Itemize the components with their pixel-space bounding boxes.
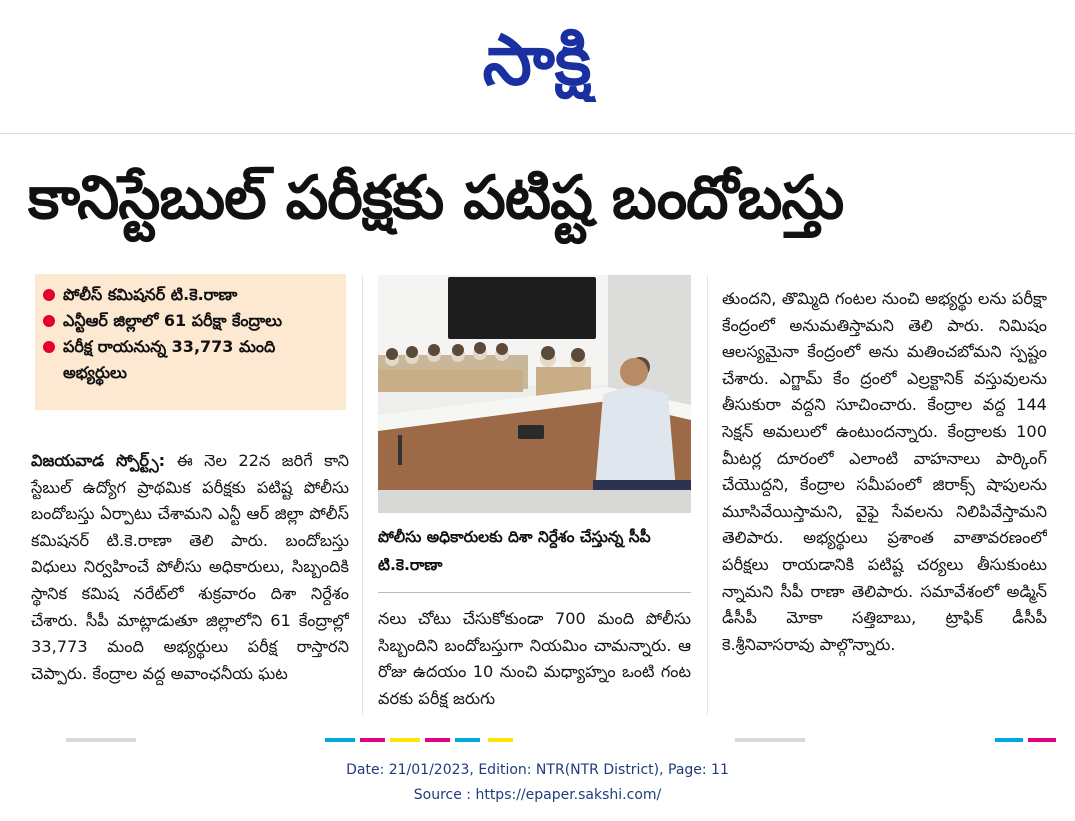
print-strip bbox=[488, 738, 513, 742]
print-strip bbox=[995, 738, 1023, 742]
print-strip bbox=[425, 738, 450, 742]
meeting-photo-graphic bbox=[378, 275, 691, 513]
masthead-divider bbox=[0, 133, 1075, 134]
article-headline: కానిస్టేబుల్ పరీక్షకు పటిష్ట బందోబస్తు bbox=[28, 163, 844, 233]
source-url: Source : https://epaper.sakshi.com/ bbox=[413, 787, 662, 803]
photo-caption: పోలీసు అధికారులకు దిశా నిర్దేశం చేస్తున్న సీపీ టి.కె.రాణా bbox=[378, 528, 651, 574]
red-bullet-icon bbox=[43, 289, 55, 301]
dateline: విజయవాడ స్పోర్ట్స్: bbox=[31, 451, 166, 470]
highlight-text: పరీక్ష రాయనున్న 33,773 మంది అభ్యర్థులు bbox=[63, 337, 276, 382]
column-2-text: నలు చోటు చేసుకోకుండా 700 మంది పోలీసు సిబ్బందిని బందోబస్తుగా నియమిం చామన్నారు. ఆ రోజు ఉదయం 10 నుంచి మధ్యాహ్నం ఒంటి గంట వరకు పరీక్ష జరుగు bbox=[378, 609, 691, 708]
highlight-item bbox=[41, 308, 340, 334]
highlights-box bbox=[35, 274, 346, 410]
svg-text:సాక్షి: సాక్షి bbox=[482, 19, 592, 101]
column-3-text: తుందని, తొమ్మిది గంటల నుంచి అభ్యర్థు లను పరీక్షా కేంద్రంలో అనుమతిస్తామని తెలి పారు. నిమిషం ఆలస్యమైనా కేంద్రంలో అను మతించబోమని స్పష్టం చేశారు. ఎగ్జామ్ కేం ద్రంలో ఎల్రక్టానిక్ వస్తువులను తీసుకురా వద్దని సూచించారు. కేంద్రాల వద్ద 144 సెక్షన్ అమలులో ఉంటుందన్నారు. కేంద్రాలకు 100 మీటర్ల దూరంలో ఎలాంటి వాహనాలు పార్కింగ్ చేయొద్దని, కేంద్రాల సమీపంలో జిరాక్స్ షాపులను మూసివేయిస్తామని, వైఫై సేవలను నిలిపివేస్తామని తెలిపారు. అభ్యర్థులు ప్రశాంత వాతావరణంలో పరీక్షలు రాయడానికి పటిష్ట చర్యలు తీసుకుంటు న్నామని సీపీ రాణా తెలిపారు. సమావేశంలో అడ్మిన్ డీసీపీ మోకా సత్తిబాబు, ట్రాఫిక్ డీసీపీ కె.శ్రీనివాసరావు పాల్గొన్నారు. bbox=[722, 289, 1047, 654]
print-strip bbox=[360, 738, 385, 742]
article-column-2 bbox=[378, 606, 691, 718]
article-column-1 bbox=[31, 448, 349, 718]
article-photo bbox=[378, 275, 691, 513]
column-1-text: ఈ నెల 22న జరిగే కాని స్టేబుల్ ఉద్యోగ ప్రాథమిక పరీక్షకు పటిష్ట పోలీసు బందోబస్తు ఏర్పాటు చేశామని ఎన్టీ ఆర్ జిల్లా పోలీస్ కమిషనర్ టి.కె.రాణా తెలి పారు. బందోబస్తు విధులు నిర్వహించే పోలీసు అధికారులు, సిబ్బందికి స్థానిక కమిష నరేట్‌లో శుక్రవారం దిశా నిర్దేశం చేశారు. సీపీ మాట్లాడుతూ జిల్లాలోని 61 కేంద్రాల్లో 33,773 మంది అభ్యర్థులు పరీక్ష రాస్తారని చెప్పారు. కేంద్రాల వద్ద అవాంఛనీయ ఘట bbox=[31, 451, 349, 683]
highlight-item bbox=[41, 334, 340, 386]
article-column-3 bbox=[722, 286, 1047, 716]
red-bullet-icon bbox=[43, 341, 55, 353]
highlight-text: పోలీస్ కమిషనర్ టి.కె.రాణా bbox=[63, 285, 238, 304]
source-footer bbox=[0, 758, 1075, 808]
caption-divider bbox=[378, 592, 691, 593]
sakshi-logo bbox=[430, 12, 645, 102]
print-strip bbox=[66, 738, 136, 742]
column-divider bbox=[362, 275, 363, 715]
highlight-text: ఎన్టీఆర్ జిల్లాలో 61 పరీక్షా కేంద్రాలు bbox=[63, 311, 283, 330]
print-strip bbox=[455, 738, 480, 742]
highlight-item bbox=[41, 282, 340, 308]
print-strip bbox=[325, 738, 355, 742]
print-strip bbox=[390, 738, 420, 742]
print-strip bbox=[735, 738, 805, 742]
print-strip bbox=[1028, 738, 1056, 742]
edition-info: Date: 21/01/2023, Edition: NTR(NTR District), Page: 11 bbox=[346, 762, 729, 778]
column-divider bbox=[707, 275, 708, 715]
logo-graphic bbox=[430, 12, 645, 102]
red-bullet-icon bbox=[43, 315, 55, 327]
